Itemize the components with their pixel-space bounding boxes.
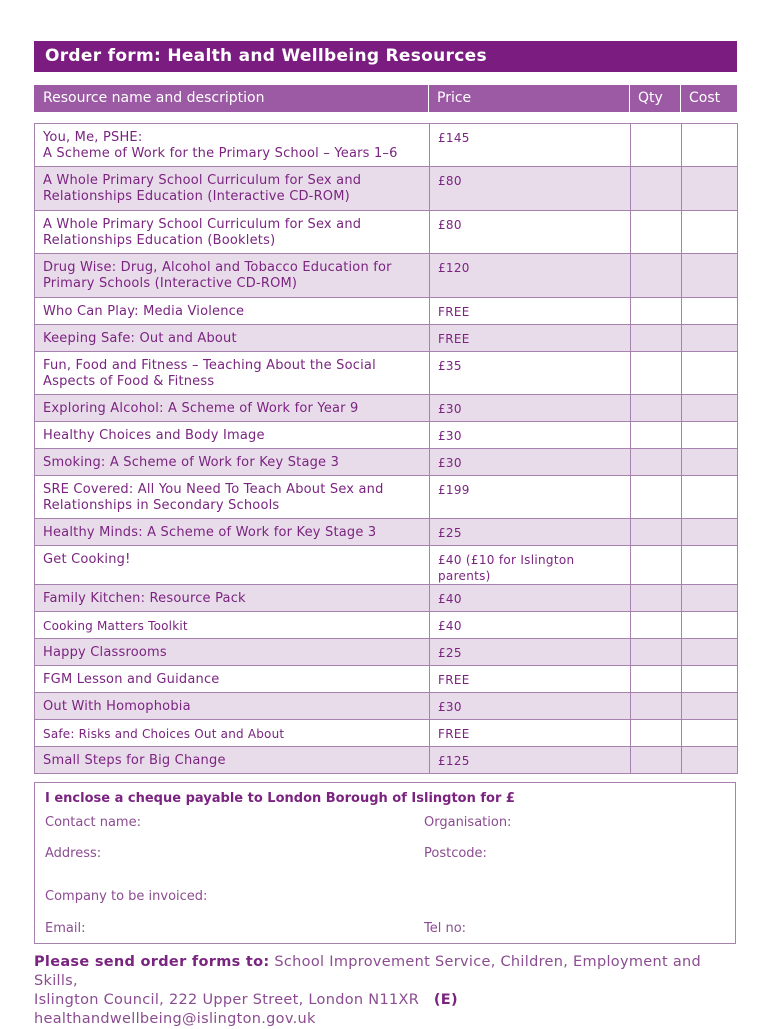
resource-price: £199 (430, 476, 631, 519)
resource-name-line: SRE Covered: All You Need To Teach About Sex and (43, 482, 384, 497)
qty-input-cell[interactable] (631, 352, 682, 395)
resource-price: £25 (430, 519, 631, 546)
resource-name (35, 546, 430, 585)
resource-price: FREE (430, 325, 631, 352)
resource-name-line: Aspects of Food & Fitness (43, 374, 215, 389)
header-divider (428, 85, 429, 112)
resource-name-line: Small Steps for Big Change (43, 753, 226, 768)
qty-input-cell[interactable] (631, 747, 682, 774)
table-row (35, 747, 738, 774)
cost-input-cell[interactable] (682, 720, 738, 747)
resource-name-line: A Scheme of Work for the Primary School – Years 1–6 (43, 146, 398, 161)
table-row (35, 449, 738, 476)
resource-name-line: Cooking Matters Toolkit (43, 619, 188, 633)
table-header (34, 85, 737, 112)
resource-price: FREE (430, 666, 631, 693)
table-row (35, 167, 738, 211)
table-row (35, 254, 738, 298)
page-title: Order form: Health and Wellbeing Resources (34, 41, 737, 72)
resource-name-line: Relationships in Secondary Schools (43, 498, 280, 513)
table-row (35, 666, 738, 693)
resource-name-line: A Whole Primary School Curriculum for Sex and (43, 173, 362, 188)
column-header-name: Resource name and description (43, 90, 265, 106)
qty-input-cell[interactable] (631, 298, 682, 325)
qty-input-cell[interactable] (631, 519, 682, 546)
cost-input-cell[interactable] (682, 639, 738, 666)
qty-input-cell[interactable] (631, 211, 682, 254)
resource-name-line: Relationships Education (Booklets) (43, 233, 276, 248)
qty-input-cell[interactable] (631, 666, 682, 693)
resource-name-line: Get Cooking! (43, 552, 131, 567)
resource-name-line: Happy Classrooms (43, 645, 167, 660)
table-row (35, 585, 738, 612)
table-row (35, 422, 738, 449)
resource-price: £80 (430, 211, 631, 254)
cost-input-cell[interactable] (682, 395, 738, 422)
resource-name (35, 352, 430, 395)
resource-name (35, 720, 430, 747)
table-row (35, 352, 738, 395)
cost-input-cell[interactable] (682, 211, 738, 254)
resource-name (35, 167, 430, 211)
resource-name-line: Relationships Education (Interactive CD-ROM) (43, 189, 350, 204)
footer-email-link[interactable]: healthandwellbeing@islington.gov.uk (34, 1011, 316, 1027)
table-row (35, 298, 738, 325)
resource-name (35, 693, 430, 720)
qty-input-cell[interactable] (631, 254, 682, 298)
resource-price: £40 (£10 for Islington parents) (430, 546, 631, 585)
address-field[interactable]: Address: (45, 846, 102, 861)
table-row (35, 693, 738, 720)
cost-input-cell[interactable] (682, 325, 738, 352)
cost-input-cell[interactable] (682, 352, 738, 395)
resource-name-line: Keeping Safe: Out and About (43, 331, 237, 346)
qty-input-cell[interactable] (631, 720, 682, 747)
table-row (35, 325, 738, 352)
resource-name (35, 585, 430, 612)
footer-instructions (34, 953, 744, 1029)
resource-name (35, 639, 430, 666)
resource-name (35, 612, 430, 639)
cost-input-cell[interactable] (682, 476, 738, 519)
postcode-field[interactable]: Postcode: (424, 846, 487, 861)
table-row (35, 519, 738, 546)
qty-input-cell[interactable] (631, 639, 682, 666)
qty-input-cell[interactable] (631, 546, 682, 585)
cost-input-cell[interactable] (682, 666, 738, 693)
resources-table (34, 123, 738, 774)
qty-input-cell[interactable] (631, 585, 682, 612)
resource-price: £80 (430, 167, 631, 211)
resource-price: £120 (430, 254, 631, 298)
resource-price: £145 (430, 124, 631, 167)
cost-input-cell[interactable] (682, 167, 738, 211)
resource-price: £30 (430, 693, 631, 720)
resource-price: £125 (430, 747, 631, 774)
table-row (35, 211, 738, 254)
cost-input-cell[interactable] (682, 612, 738, 639)
qty-input-cell[interactable] (631, 422, 682, 449)
resource-name (35, 325, 430, 352)
table-row (35, 395, 738, 422)
resource-name-line: You, Me, PSHE: (43, 130, 143, 145)
email-field[interactable]: Email: (45, 921, 86, 936)
footer-lead: Please send order forms to: (34, 954, 270, 970)
qty-input-cell[interactable] (631, 476, 682, 519)
resource-name (35, 124, 430, 167)
resource-name (35, 254, 430, 298)
resource-name-line: Out With Homophobia (43, 699, 191, 714)
table-row (35, 124, 738, 167)
resource-name-line: Who Can Play: Media Violence (43, 304, 245, 319)
qty-input-cell[interactable] (631, 693, 682, 720)
resource-name-line: Healthy Minds: A Scheme of Work for Key Stage 3 (43, 525, 377, 540)
cost-input-cell[interactable] (682, 298, 738, 325)
footer-address-line1: School Improvement Service, Children, Employment and Skills, (34, 954, 702, 989)
cheque-statement: I enclose a cheque payable to London Borough of Islington for £ (45, 791, 515, 806)
resource-name-line: Fun, Food and Fitness – Teaching About the Social (43, 358, 376, 373)
company-invoice-field[interactable]: Company to be invoiced: (45, 889, 208, 904)
qty-input-cell[interactable] (631, 325, 682, 352)
qty-input-cell[interactable] (631, 167, 682, 211)
resource-name-line: Healthy Choices and Body Image (43, 428, 265, 443)
column-header-cost: Cost (689, 90, 721, 106)
table-row (35, 639, 738, 666)
tel-field[interactable]: Tel no: (424, 921, 467, 936)
resource-price: FREE (430, 720, 631, 747)
header-divider (680, 85, 681, 112)
table-row (35, 720, 738, 747)
qty-input-cell[interactable] (631, 395, 682, 422)
cost-input-cell[interactable] (682, 747, 738, 774)
resource-name-line: Safe: Risks and Choices Out and About (43, 727, 285, 741)
resource-name-line: Family Kitchen: Resource Pack (43, 591, 246, 606)
qty-input-cell[interactable] (631, 612, 682, 639)
resource-name-line: Exploring Alcohol: A Scheme of Work for Year 9 (43, 401, 359, 416)
cost-input-cell[interactable] (682, 519, 738, 546)
resource-price: £40 (430, 585, 631, 612)
footer-address-line2: Islington Council, 222 Upper Street, London N11XR (34, 992, 420, 1008)
resource-price: £35 (430, 352, 631, 395)
cost-input-cell[interactable] (682, 449, 738, 476)
column-header-price: Price (437, 90, 472, 106)
resource-price: £25 (430, 639, 631, 666)
contact-name-field[interactable]: Contact name: (45, 815, 141, 830)
qty-input-cell[interactable] (631, 124, 682, 167)
table-row (35, 476, 738, 519)
header-divider (629, 85, 630, 112)
resource-price: £30 (430, 395, 631, 422)
cost-input-cell[interactable] (682, 693, 738, 720)
resource-name (35, 666, 430, 693)
resource-name (35, 395, 430, 422)
resource-name-line: Drug Wise: Drug, Alcohol and Tobacco Education for (43, 260, 392, 275)
resource-name (35, 519, 430, 546)
cost-input-cell[interactable] (682, 585, 738, 612)
resource-name-line: Primary Schools (Interactive CD-ROM) (43, 276, 298, 291)
resource-name (35, 422, 430, 449)
resource-name-line: Smoking: A Scheme of Work for Key Stage 3 (43, 455, 340, 470)
resource-price: £30 (430, 422, 631, 449)
cost-input-cell[interactable] (682, 422, 738, 449)
order-details-form (34, 782, 736, 944)
resource-price: £30 (430, 449, 631, 476)
column-header-qty: Qty (638, 90, 663, 106)
resource-name (35, 476, 430, 519)
resource-name (35, 449, 430, 476)
footer-email-label: (E) (433, 992, 458, 1008)
cost-input-cell[interactable] (682, 124, 738, 167)
resource-name (35, 747, 430, 774)
table-row (35, 612, 738, 639)
resource-price: FREE (430, 298, 631, 325)
cost-input-cell[interactable] (682, 254, 738, 298)
cost-input-cell[interactable] (682, 546, 738, 585)
resource-name (35, 298, 430, 325)
resource-name-line: FGM Lesson and Guidance (43, 672, 220, 687)
resource-name (35, 211, 430, 254)
table-row (35, 546, 738, 585)
resource-price: £40 (430, 612, 631, 639)
qty-input-cell[interactable] (631, 449, 682, 476)
resource-name-line: A Whole Primary School Curriculum for Sex and (43, 217, 362, 232)
organisation-field[interactable]: Organisation: (424, 815, 512, 830)
